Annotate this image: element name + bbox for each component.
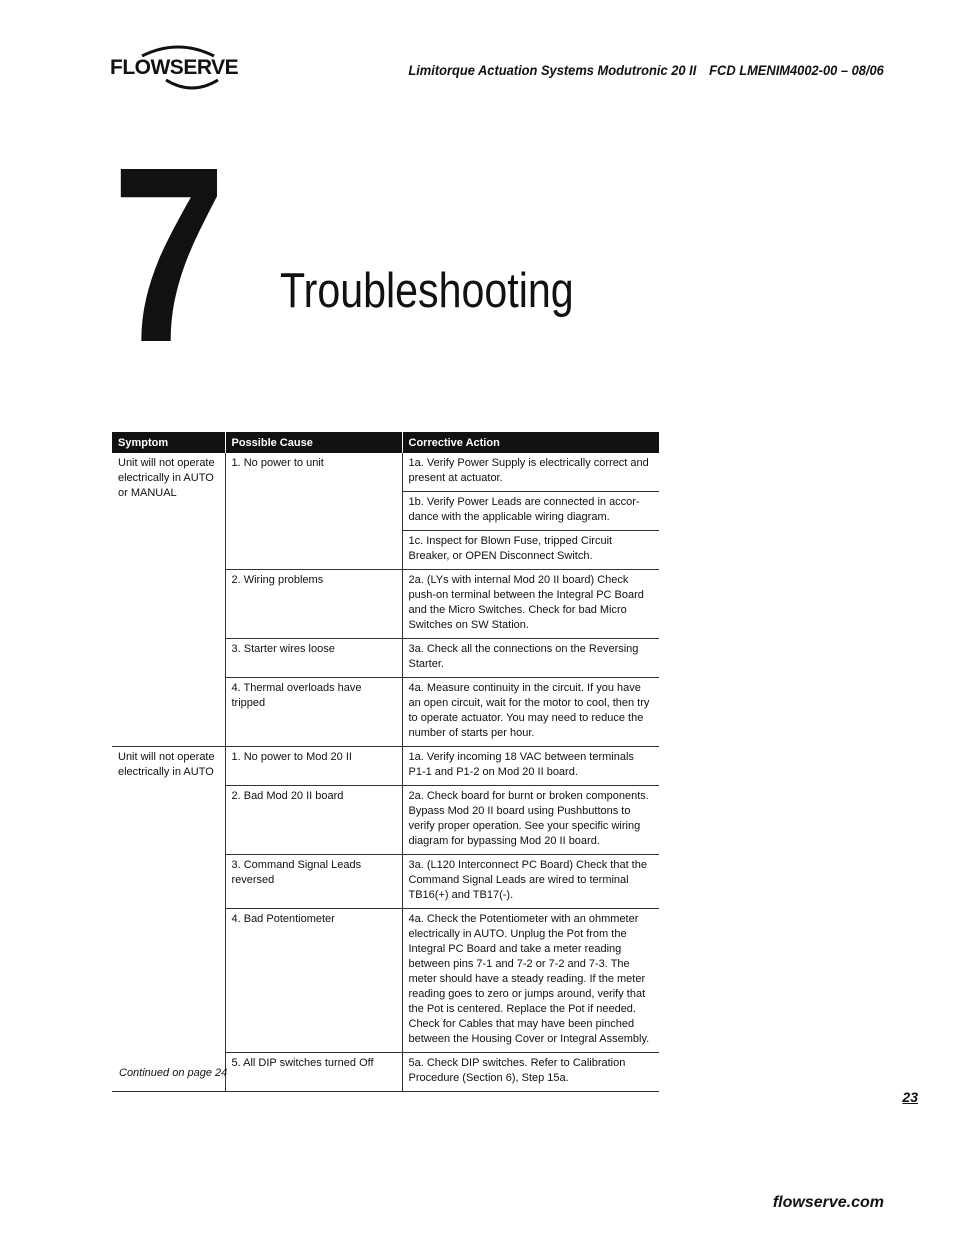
- document-title: Limitorque Actuation Systems Modutronic 20 II: [408, 62, 697, 78]
- cause-cell: 4. Thermal overloads have tripped: [225, 678, 402, 747]
- logo-text: FLOWSERVE: [110, 56, 239, 79]
- action-cell: 1a. Verify Power Supply is electrically correct and present at actuator.: [402, 453, 659, 492]
- action-cell: 1c. Inspect for Blown Fuse, tripped Circuit Breaker, or OPEN Disconnect Switch.: [402, 531, 659, 570]
- action-cell: 4a. Measure continuity in the circuit. If you have an open circuit, wait for the motor to cool, then try to operate actuator. You may need to reduce the number of starts per hour.: [402, 678, 659, 747]
- action-cell: 2a. (LYs with internal Mod 20 II board) Check push-on terminal between the Integral PC Board and the Micro Switches. Check for bad Micro Switches on SW Station.: [402, 570, 659, 639]
- symptom-cell: Unit will not operate electrically in AUTO or MANUAL: [112, 453, 225, 747]
- action-cell: 3a. (L120 Interconnect PC Board) Check that the Command Signal Leads are wired to terminal TB16(+) and TB17(-).: [402, 855, 659, 909]
- action-cell: 1a. Verify incoming 18 VAC between terminals P1-1 and P1-2 on Mod 20 II board.: [402, 747, 659, 786]
- chapter-number: 7: [112, 115, 227, 394]
- page-number: 23: [902, 1089, 918, 1105]
- continued-note: Continued on page 24: [119, 1067, 228, 1079]
- cause-cell: 5. All DIP switches turned Off: [225, 1053, 402, 1092]
- flowserve-logo: [110, 42, 250, 96]
- cause-cell: 1. No power to Mod 20 II: [225, 747, 402, 786]
- table-row: [112, 453, 659, 492]
- cause-cell: 2. Wiring problems: [225, 570, 402, 639]
- chapter-title: Troubleshooting: [280, 264, 574, 318]
- table-row: [112, 747, 659, 786]
- header-possible-cause: Possible Cause: [225, 432, 402, 453]
- action-cell: 2a. Check board for burnt or broken components. Bypass Mod 20 II board using Pushbuttons to verify proper operation. See your specific wiring diagram for bypassing Mod 20 II board.: [402, 786, 659, 855]
- symptom-cell: Unit will not operate electrically in AUTO: [112, 747, 225, 1092]
- header-symptom: Symptom: [112, 432, 225, 453]
- cause-cell: 3. Command Signal Leads reversed: [225, 855, 402, 909]
- action-cell: 4a. Check the Potentiometer with an ohmmeter electrically in AUTO. Unplug the Pot from the Integral PC Board and take a meter reading between pins 7-1 and 7-2 or 7-2 and 7-3. The meter should have a steady reading. If the meter reading goes to zero or jumps around, verify that the Pot is centered. Replace the Pot if needed. Check for Cables that may have been pinched between the Housing Cover or Integral Assembly.: [402, 909, 659, 1053]
- document-header: [409, 62, 884, 78]
- cause-cell: 3. Starter wires loose: [225, 639, 402, 678]
- cause-cell: 4. Bad Potentiometer: [225, 909, 402, 1053]
- logo-swoosh-bottom-icon: [162, 78, 222, 94]
- table-header-row: [112, 432, 659, 453]
- troubleshooting-table: [112, 432, 659, 1092]
- footer-website-link[interactable]: flowserve.com: [772, 1194, 884, 1211]
- document-code: FCD LMENIM4002-00 – 08/06: [709, 62, 884, 78]
- action-cell: 5a. Check DIP switches. Refer to Calibration Procedure (Section 6), Step 15a.: [402, 1053, 659, 1092]
- action-cell: 3a. Check all the connections on the Reversing Starter.: [402, 639, 659, 678]
- action-cell: 1b. Verify Power Leads are connected in accor-dance with the applicable wiring diagram.: [402, 492, 659, 531]
- cause-cell: 2. Bad Mod 20 II board: [225, 786, 402, 855]
- cause-cell: 1. No power to unit: [225, 453, 402, 570]
- header-corrective-action: Corrective Action: [402, 432, 659, 453]
